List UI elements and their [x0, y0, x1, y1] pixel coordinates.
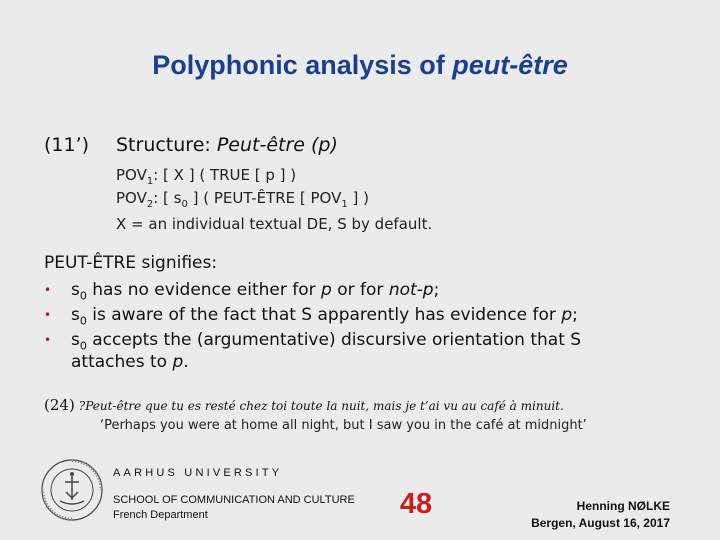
- department-name: French Department: [113, 509, 208, 521]
- x-definition: X = an individual textual DE, S by default.: [116, 215, 433, 233]
- bullet-icon: •: [44, 308, 52, 322]
- aarhus-university-seal-icon: [40, 458, 104, 522]
- bullet-icon: •: [44, 333, 52, 347]
- place-date: Bergen, August 16, 2017: [531, 516, 670, 530]
- structure-line: Structure: Peut-être (p): [116, 134, 338, 156]
- school-name: SCHOOL OF COMMUNICATION AND CULTURE: [113, 494, 355, 506]
- example-24: [44, 396, 564, 414]
- signifies-heading: PEUT-ÊTRE signifies:: [44, 253, 218, 273]
- bullet-icon: •: [44, 283, 52, 297]
- example-number-11: (11’): [44, 134, 90, 156]
- university-name: AARHUS UNIVERSITY: [113, 467, 283, 479]
- pov2-line: $POV_2$: [ $s_0$ ] ( PEUT-ÊTRE [ $POV_1$ ] ): [116, 189, 369, 210]
- presenter-name: Henning NØLKE: [576, 499, 670, 513]
- example-number-24: (24): [44, 396, 75, 414]
- bullet-continuation: attaches to p.: [71, 352, 189, 372]
- slide-title: Polyphonic analysis of peut-être: [152, 50, 568, 80]
- french-example: ?Peut-être que tu es resté chez toi toute la nuit, mais je t’ai vu au café à minuit.: [78, 399, 564, 413]
- presenter-info: [531, 498, 670, 532]
- pov1-line: $POV_1$: [ X ] ( TRUE [ p ] ): [116, 166, 297, 187]
- page-number: 48: [399, 488, 433, 520]
- english-gloss: ‘Perhaps you were at home all night, but I saw you in the café at midnight’: [100, 418, 587, 433]
